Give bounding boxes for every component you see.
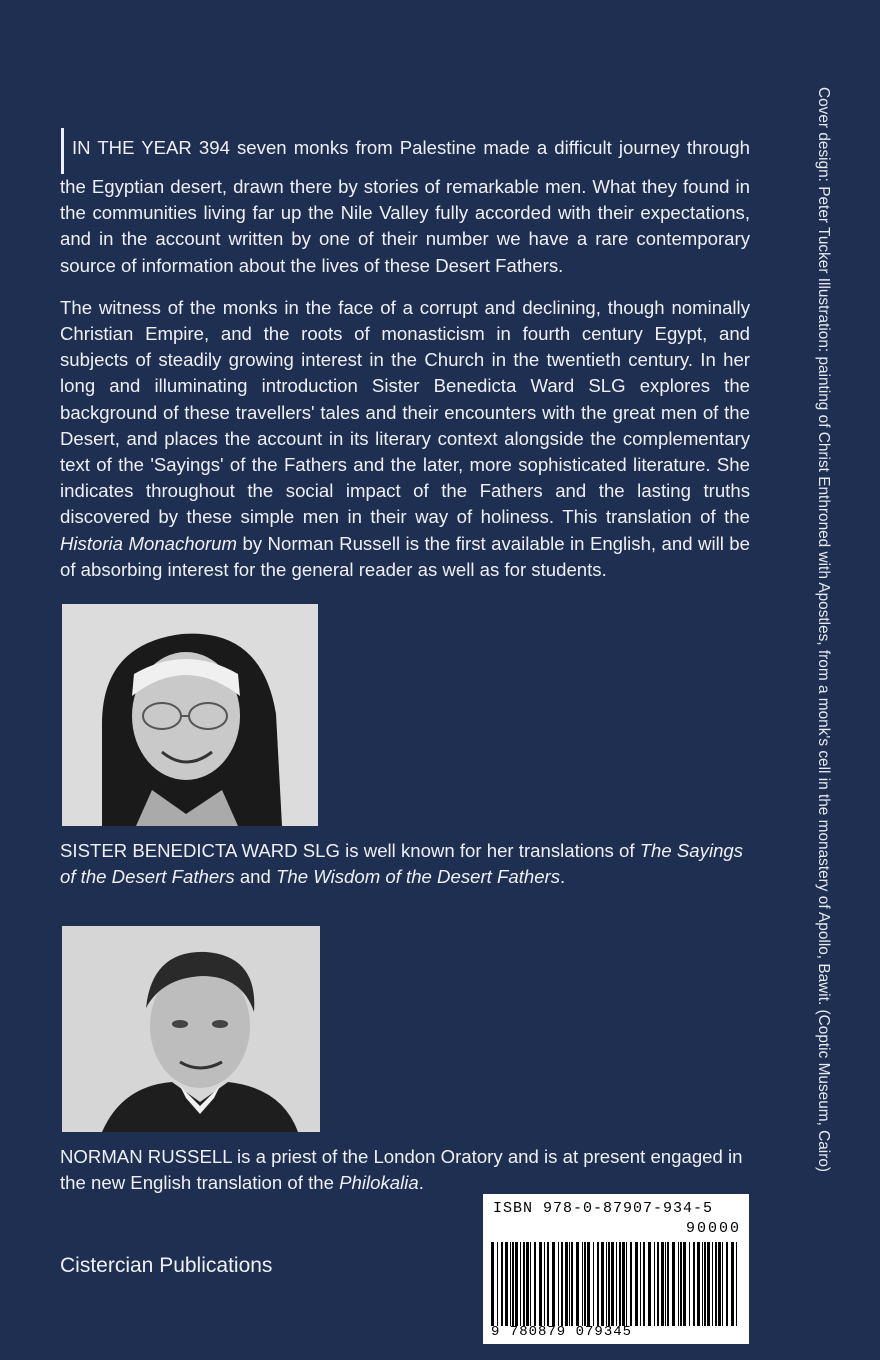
- barcode-bar: [715, 1242, 717, 1326]
- drop-cap-bar: [61, 128, 64, 174]
- author-name-ward: SISTER BENEDICTA WARD SLG: [60, 840, 340, 861]
- barcode-bar: [726, 1242, 728, 1326]
- barcode-bar: [534, 1242, 536, 1326]
- barcode-bar: [505, 1242, 508, 1326]
- barcode-bar: [569, 1242, 570, 1326]
- barcode-bar: [616, 1242, 617, 1326]
- barcode-bar: [571, 1242, 573, 1326]
- barcode-bar: [619, 1242, 621, 1326]
- barcode-bar: [582, 1242, 583, 1326]
- photo-norman-russell: [62, 926, 320, 1132]
- barcode-bar: [558, 1242, 559, 1326]
- barcode-bar: [622, 1242, 625, 1326]
- barcode-bar: [683, 1242, 686, 1326]
- barcode-bar: [665, 1242, 666, 1326]
- barcode-bar: [672, 1242, 675, 1326]
- barcode-bar: [630, 1242, 632, 1326]
- publisher-name: Cistercian Publications: [60, 1254, 273, 1277]
- barcode-bar: [608, 1242, 610, 1326]
- barcode-bar: [707, 1242, 710, 1326]
- barcode-bar: [722, 1242, 723, 1326]
- barcode-bar: [667, 1242, 669, 1326]
- barcode-bar: [648, 1242, 651, 1326]
- barcode-bar: [510, 1242, 511, 1326]
- barcode-bar: [689, 1242, 690, 1326]
- barcode-bar: [702, 1242, 703, 1326]
- barcode-bar: [491, 1242, 494, 1326]
- barcode-bar: [530, 1242, 531, 1326]
- barcode-bar: [526, 1242, 529, 1326]
- barcode-bar: [547, 1242, 549, 1326]
- barcode-bar: [597, 1242, 599, 1326]
- barcode-bar: [731, 1242, 734, 1326]
- barcode-digits: 9 780879 079345: [491, 1324, 633, 1340]
- book-title-historia: Historia Monachorum: [60, 532, 237, 554]
- barcode-bar: [497, 1242, 498, 1326]
- caption-norman-russell: NORMAN RUSSELL is a priest of the London Oratory and is at present engaged in the new English translation of the Philokalia.: [60, 1146, 743, 1193]
- price-code: 90000: [685, 1220, 741, 1237]
- photo-benedicta-ward: [62, 604, 318, 826]
- book-title-sayings: The Sayings of the Desert Fathers: [60, 840, 744, 887]
- cover-credit-vertical: Cover design: Peter Tucker Illustration: painting of Christ Enthroned with Apostles, from a monk's cell in the monastery of Apollo, Bawit. (Coptic Museum, Cairo): [815, 87, 832, 1173]
- barcode-bar: [552, 1242, 555, 1326]
- barcode-bar: [565, 1242, 568, 1326]
- isbn-number: ISBN 978-0-87907-934-5: [493, 1200, 714, 1217]
- blurb-lead: IN THE YEAR 394: [72, 137, 230, 158]
- barcode-bar: [657, 1242, 659, 1326]
- barcode-bar: [539, 1242, 542, 1326]
- barcode-bar: [515, 1242, 518, 1326]
- barcode-bar: [697, 1242, 700, 1326]
- barcode-bar: [512, 1242, 514, 1326]
- barcode-bar: [606, 1242, 607, 1326]
- blurb-paragraph-1: IN THE YEAR 394 seven monks from Palestine made a difficult journey through the Egyptian desert, drawn there by stories of remarkable men. What they found in the communities living far up the Nile Valley fully accorded with their expectations, and in the account written by one of their number we have a rare contemporary source of information about the lives of these Desert Fathers.: [60, 128, 750, 279]
- barcode-bar: [576, 1242, 579, 1326]
- barcode-bar: [593, 1242, 594, 1326]
- barcode-bar: [544, 1242, 545, 1326]
- barcode-bar: [654, 1242, 655, 1326]
- barcode-bar: [561, 1242, 563, 1326]
- barcode-bar: [718, 1242, 721, 1326]
- barcode-bar: [635, 1242, 638, 1326]
- book-title-wisdom: The Wisdom of the Desert Fathers: [276, 866, 561, 887]
- caption-benedicta-ward: SISTER BENEDICTA WARD SLG is well known for her translations of The Sayings of the Desert Fathers and The Wisdom of the Desert Fathers.: [60, 840, 744, 887]
- barcode-bar: [626, 1242, 627, 1326]
- blurb-paragraph-2: The witness of the monks in the face of a corrupt and declining, though nominally Christian Empire, and the roots of monasticism in fourth century Egypt, and subjects of steadily growing interest in the Church in the twentieth century. In her long and illuminating introduction Sister Benedicta Ward SLG explores the background of these travellers' tales and their encounters with the great men of the Desert, and places the account in its literary context alongside the complementary text of the 'Sayings' of the Fathers and the later, more sophisticated literature. She indicates throughout the social impact of the Fathers and the lasting truths discovered by these simple men in their way of holiness. This translation of the Historia Monachorum by Norman Russell is the first available in English, and will be of absorbing interest for the general reader as well as for students.: [60, 296, 750, 580]
- barcode-bar: [640, 1242, 641, 1326]
- barcode-bar: [736, 1242, 737, 1326]
- author-name-russell: NORMAN RUSSELL: [60, 1146, 232, 1167]
- barcode-bar: [704, 1242, 706, 1326]
- barcode-bar: [678, 1242, 679, 1326]
- barcode-bar: [643, 1242, 645, 1326]
- book-title-philokalia: Philokalia: [339, 1172, 419, 1193]
- barcode-bar: [584, 1242, 586, 1326]
- back-cover-blurb: [60, 128, 750, 599]
- barcode-bar: [693, 1242, 695, 1326]
- barcode-bar: [601, 1242, 604, 1326]
- barcode-bar: [661, 1242, 664, 1326]
- barcode-bar: [501, 1242, 503, 1326]
- isbn-barcode: [483, 1194, 749, 1344]
- barcode-bar: [611, 1242, 614, 1326]
- barcode-bar: [523, 1242, 525, 1326]
- barcode-bar: [712, 1242, 713, 1326]
- barcode-bar: [587, 1242, 590, 1326]
- barcode-bars: [489, 1242, 741, 1326]
- barcode-bar: [680, 1242, 682, 1326]
- barcode-bar: [520, 1242, 521, 1326]
